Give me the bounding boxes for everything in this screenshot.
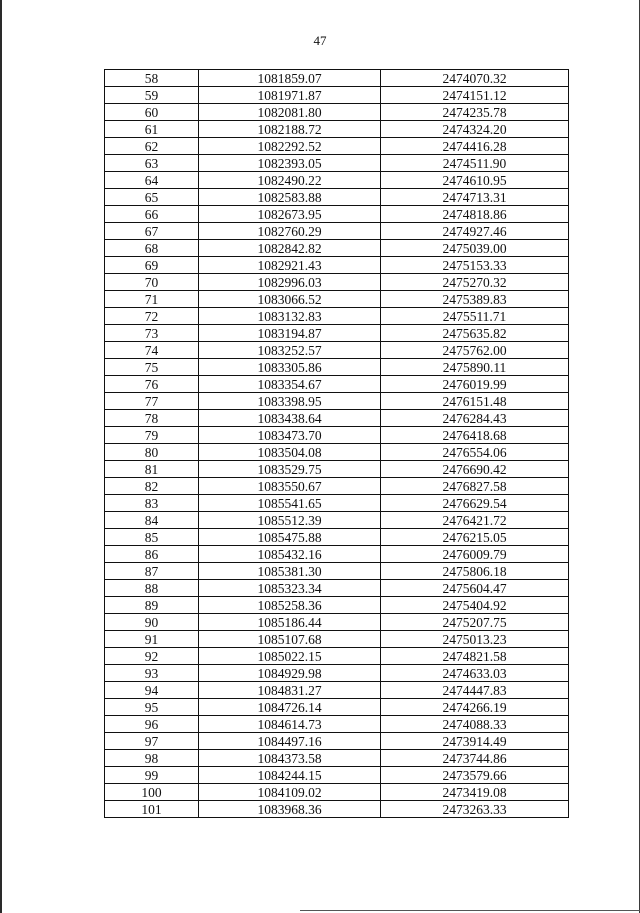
y-coordinate-cell: 2475039.00 xyxy=(381,240,569,257)
y-coordinate-cell: 2474088.33 xyxy=(381,716,569,733)
y-coordinate-cell: 2476827.58 xyxy=(381,478,569,495)
x-coordinate-cell: 1083473.70 xyxy=(199,427,381,444)
table-row xyxy=(105,767,569,784)
x-coordinate-cell: 1084726.14 xyxy=(199,699,381,716)
x-coordinate-cell: 1085107.68 xyxy=(199,631,381,648)
table-row xyxy=(105,614,569,631)
x-coordinate-cell: 1085512.39 xyxy=(199,512,381,529)
y-coordinate-cell: 2473744.86 xyxy=(381,750,569,767)
x-coordinate-cell: 1083438.64 xyxy=(199,410,381,427)
table-row xyxy=(105,716,569,733)
y-coordinate-cell: 2475890.11 xyxy=(381,359,569,376)
table-row xyxy=(105,512,569,529)
table-row xyxy=(105,750,569,767)
y-coordinate-cell: 2474235.78 xyxy=(381,104,569,121)
point-number-cell: 91 xyxy=(105,631,199,648)
y-coordinate-cell: 2474324.20 xyxy=(381,121,569,138)
x-coordinate-cell: 1082842.82 xyxy=(199,240,381,257)
point-number-cell: 74 xyxy=(105,342,199,359)
point-number-cell: 68 xyxy=(105,240,199,257)
y-coordinate-cell: 2476019.99 xyxy=(381,376,569,393)
x-coordinate-cell: 1083066.52 xyxy=(199,291,381,308)
x-coordinate-cell: 1085381.30 xyxy=(199,563,381,580)
x-coordinate-cell: 1082996.03 xyxy=(199,274,381,291)
point-number-cell: 88 xyxy=(105,580,199,597)
x-coordinate-cell: 1084109.02 xyxy=(199,784,381,801)
table-row xyxy=(105,104,569,121)
x-coordinate-cell: 1083968.36 xyxy=(199,801,381,818)
table-row xyxy=(105,631,569,648)
table-row xyxy=(105,699,569,716)
point-number-cell: 94 xyxy=(105,682,199,699)
x-coordinate-cell: 1082490.22 xyxy=(199,172,381,189)
x-coordinate-cell: 1085186.44 xyxy=(199,614,381,631)
x-coordinate-cell: 1083354.67 xyxy=(199,376,381,393)
point-number-cell: 86 xyxy=(105,546,199,563)
point-number-cell: 65 xyxy=(105,189,199,206)
y-coordinate-cell: 2473419.08 xyxy=(381,784,569,801)
y-coordinate-cell: 2474070.32 xyxy=(381,70,569,87)
point-number-cell: 83 xyxy=(105,495,199,512)
y-coordinate-cell: 2474818.86 xyxy=(381,206,569,223)
table-row xyxy=(105,359,569,376)
y-coordinate-cell: 2475604.47 xyxy=(381,580,569,597)
x-coordinate-cell: 1082081.80 xyxy=(199,104,381,121)
x-coordinate-cell: 1085475.88 xyxy=(199,529,381,546)
table-row xyxy=(105,682,569,699)
y-coordinate-cell: 2475762.00 xyxy=(381,342,569,359)
y-coordinate-cell: 2474713.31 xyxy=(381,189,569,206)
table-row xyxy=(105,257,569,274)
point-number-cell: 85 xyxy=(105,529,199,546)
table-row xyxy=(105,546,569,563)
table-row xyxy=(105,444,569,461)
x-coordinate-cell: 1082921.43 xyxy=(199,257,381,274)
x-coordinate-cell: 1083194.87 xyxy=(199,325,381,342)
table-row xyxy=(105,597,569,614)
x-coordinate-cell: 1082292.52 xyxy=(199,138,381,155)
point-number-cell: 63 xyxy=(105,155,199,172)
point-number-cell: 64 xyxy=(105,172,199,189)
y-coordinate-cell: 2474447.83 xyxy=(381,682,569,699)
table-row xyxy=(105,121,569,138)
y-coordinate-cell: 2473263.33 xyxy=(381,801,569,818)
x-coordinate-cell: 1084244.15 xyxy=(199,767,381,784)
y-coordinate-cell: 2474266.19 xyxy=(381,699,569,716)
x-coordinate-cell: 1083398.95 xyxy=(199,393,381,410)
point-number-cell: 96 xyxy=(105,716,199,733)
y-coordinate-cell: 2474416.28 xyxy=(381,138,569,155)
x-coordinate-cell: 1084373.58 xyxy=(199,750,381,767)
table-row xyxy=(105,274,569,291)
point-number-cell: 97 xyxy=(105,733,199,750)
x-coordinate-cell: 1081971.87 xyxy=(199,87,381,104)
table-row xyxy=(105,70,569,87)
y-coordinate-cell: 2476418.68 xyxy=(381,427,569,444)
table-row xyxy=(105,325,569,342)
point-number-cell: 80 xyxy=(105,444,199,461)
table-row xyxy=(105,427,569,444)
y-coordinate-cell: 2476151.48 xyxy=(381,393,569,410)
table-row xyxy=(105,495,569,512)
point-number-cell: 62 xyxy=(105,138,199,155)
y-coordinate-cell: 2474610.95 xyxy=(381,172,569,189)
point-number-cell: 70 xyxy=(105,274,199,291)
y-coordinate-cell: 2475207.75 xyxy=(381,614,569,631)
y-coordinate-cell: 2474633.03 xyxy=(381,665,569,682)
point-number-cell: 93 xyxy=(105,665,199,682)
table-row xyxy=(105,189,569,206)
table-row xyxy=(105,563,569,580)
point-number-cell: 77 xyxy=(105,393,199,410)
y-coordinate-cell: 2473579.66 xyxy=(381,767,569,784)
x-coordinate-cell: 1084614.73 xyxy=(199,716,381,733)
x-coordinate-cell: 1084831.27 xyxy=(199,682,381,699)
y-coordinate-cell: 2476421.72 xyxy=(381,512,569,529)
coordinates-table xyxy=(104,69,569,818)
point-number-cell: 87 xyxy=(105,563,199,580)
x-coordinate-cell: 1082583.88 xyxy=(199,189,381,206)
point-number-cell: 60 xyxy=(105,104,199,121)
point-number-cell: 81 xyxy=(105,461,199,478)
y-coordinate-cell: 2475806.18 xyxy=(381,563,569,580)
y-coordinate-cell: 2476215.05 xyxy=(381,529,569,546)
table-row xyxy=(105,580,569,597)
y-coordinate-cell: 2474511.90 xyxy=(381,155,569,172)
table-row xyxy=(105,733,569,750)
point-number-cell: 79 xyxy=(105,427,199,444)
point-number-cell: 59 xyxy=(105,87,199,104)
x-coordinate-cell: 1085432.16 xyxy=(199,546,381,563)
table-row xyxy=(105,665,569,682)
point-number-cell: 75 xyxy=(105,359,199,376)
y-coordinate-cell: 2475635.82 xyxy=(381,325,569,342)
point-number-cell: 72 xyxy=(105,308,199,325)
point-number-cell: 101 xyxy=(105,801,199,818)
table-row xyxy=(105,291,569,308)
point-number-cell: 99 xyxy=(105,767,199,784)
x-coordinate-cell: 1083529.75 xyxy=(199,461,381,478)
x-coordinate-cell: 1082393.05 xyxy=(199,155,381,172)
x-coordinate-cell: 1082673.95 xyxy=(199,206,381,223)
table-row xyxy=(105,206,569,223)
y-coordinate-cell: 2474927.46 xyxy=(381,223,569,240)
x-coordinate-cell: 1085258.36 xyxy=(199,597,381,614)
x-coordinate-cell: 1082760.29 xyxy=(199,223,381,240)
table-row xyxy=(105,648,569,665)
y-coordinate-cell: 2475270.32 xyxy=(381,274,569,291)
x-coordinate-cell: 1082188.72 xyxy=(199,121,381,138)
table-row xyxy=(105,87,569,104)
x-coordinate-cell: 1083132.83 xyxy=(199,308,381,325)
point-number-cell: 82 xyxy=(105,478,199,495)
y-coordinate-cell: 2476554.06 xyxy=(381,444,569,461)
table-row xyxy=(105,784,569,801)
table-row xyxy=(105,223,569,240)
x-coordinate-cell: 1084929.98 xyxy=(199,665,381,682)
y-coordinate-cell: 2476690.42 xyxy=(381,461,569,478)
table-row xyxy=(105,478,569,495)
x-coordinate-cell: 1083252.57 xyxy=(199,342,381,359)
y-coordinate-cell: 2476629.54 xyxy=(381,495,569,512)
coordinates-table-body xyxy=(105,70,569,818)
point-number-cell: 84 xyxy=(105,512,199,529)
scan-edge-left xyxy=(0,0,2,913)
x-coordinate-cell: 1081859.07 xyxy=(199,70,381,87)
point-number-cell: 73 xyxy=(105,325,199,342)
table-row xyxy=(105,461,569,478)
y-coordinate-cell: 2475153.33 xyxy=(381,257,569,274)
point-number-cell: 58 xyxy=(105,70,199,87)
point-number-cell: 89 xyxy=(105,597,199,614)
y-coordinate-cell: 2476009.79 xyxy=(381,546,569,563)
point-number-cell: 90 xyxy=(105,614,199,631)
table-row xyxy=(105,342,569,359)
x-coordinate-cell: 1085323.34 xyxy=(199,580,381,597)
table-row xyxy=(105,138,569,155)
point-number-cell: 61 xyxy=(105,121,199,138)
point-number-cell: 95 xyxy=(105,699,199,716)
page-number: 47 xyxy=(313,33,327,48)
table-row xyxy=(105,240,569,257)
x-coordinate-cell: 1084497.16 xyxy=(199,733,381,750)
point-number-cell: 92 xyxy=(105,648,199,665)
x-coordinate-cell: 1085541.65 xyxy=(199,495,381,512)
point-number-cell: 98 xyxy=(105,750,199,767)
y-coordinate-cell: 2475389.83 xyxy=(381,291,569,308)
y-coordinate-cell: 2474151.12 xyxy=(381,87,569,104)
point-number-cell: 100 xyxy=(105,784,199,801)
x-coordinate-cell: 1083305.86 xyxy=(199,359,381,376)
table-row xyxy=(105,376,569,393)
table-row xyxy=(105,801,569,818)
point-number-cell: 71 xyxy=(105,291,199,308)
point-number-cell: 76 xyxy=(105,376,199,393)
table-row xyxy=(105,529,569,546)
y-coordinate-cell: 2475404.92 xyxy=(381,597,569,614)
scan-edge-bottom xyxy=(300,910,640,911)
point-number-cell: 69 xyxy=(105,257,199,274)
x-coordinate-cell: 1085022.15 xyxy=(199,648,381,665)
point-number-cell: 66 xyxy=(105,206,199,223)
y-coordinate-cell: 2474821.58 xyxy=(381,648,569,665)
y-coordinate-cell: 2473914.49 xyxy=(381,733,569,750)
x-coordinate-cell: 1083550.67 xyxy=(199,478,381,495)
x-coordinate-cell: 1083504.08 xyxy=(199,444,381,461)
table-row xyxy=(105,155,569,172)
table-row xyxy=(105,393,569,410)
y-coordinate-cell: 2475013.23 xyxy=(381,631,569,648)
point-number-cell: 67 xyxy=(105,223,199,240)
table-row xyxy=(105,308,569,325)
point-number-cell: 78 xyxy=(105,410,199,427)
y-coordinate-cell: 2476284.43 xyxy=(381,410,569,427)
y-coordinate-cell: 2475511.71 xyxy=(381,308,569,325)
table-row xyxy=(105,172,569,189)
table-row xyxy=(105,410,569,427)
